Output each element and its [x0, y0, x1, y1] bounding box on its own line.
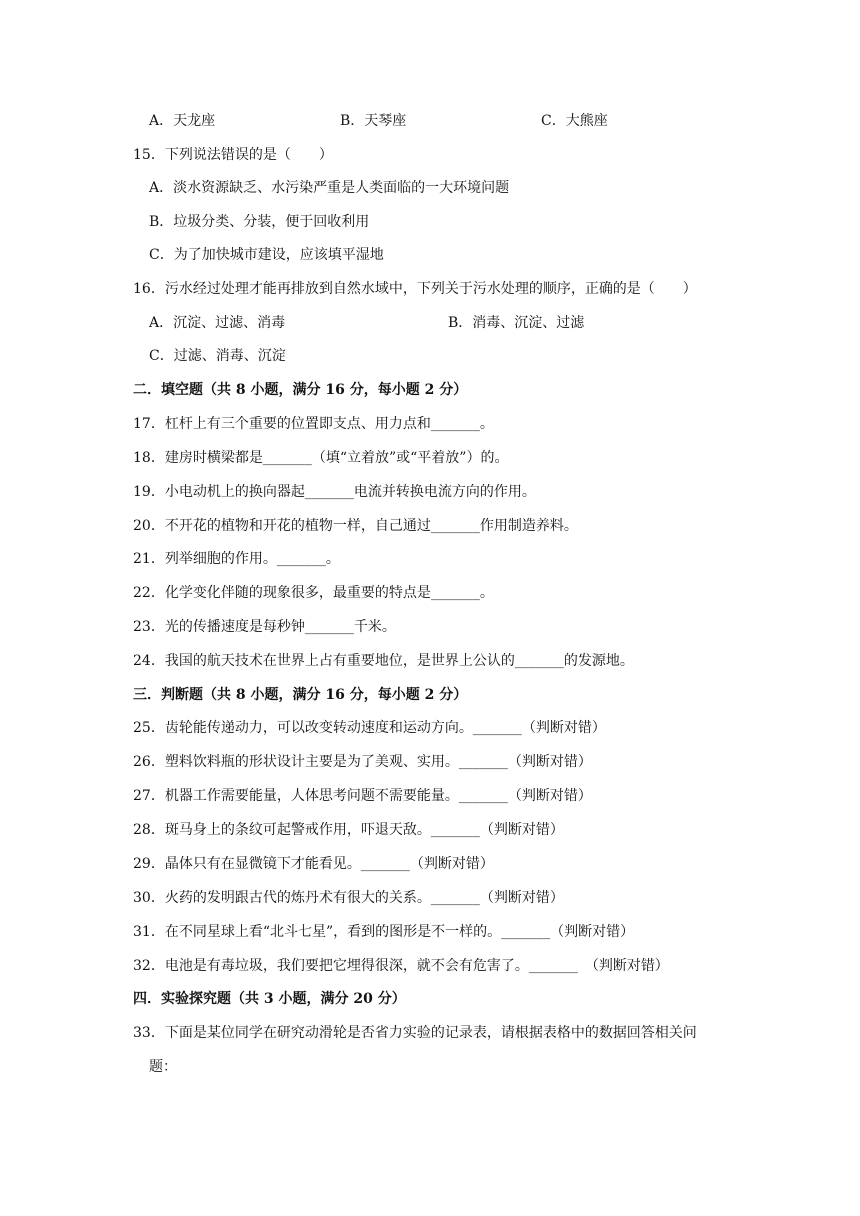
- q14-option-c: C．大熊座: [541, 113, 608, 129]
- question-17: 17．杠杆上有三个重要的位置即支点、用力点和_______。: [133, 416, 494, 432]
- question-25: 25．齿轮能传递动力，可以改变转动速度和运动方向。_______（判断对错）: [133, 720, 606, 736]
- q16-option-b: B．消毒、沉淀、过滤: [448, 315, 585, 331]
- section2-heading: 二．填空题（共 8 小题，满分 16 分，每小题 2 分）: [133, 382, 468, 398]
- question-18: 18．建房时横梁都是_______（填“立着放”或“平着放”）的。: [133, 450, 509, 466]
- question-20: 20．不开花的植物和开花的植物一样，自己通过_______作用制造养料。: [133, 518, 578, 534]
- question-22: 22．化学变化伴随的现象很多，最重要的特点是_______。: [133, 585, 494, 601]
- question-33-line2: 题：: [149, 1059, 177, 1075]
- question-21: 21．列举细胞的作用。_______。: [133, 551, 340, 567]
- question-32: 32．电池是有毒垃圾，我们要把它埋得很深，就不会有危害了。_______ （判断对错）: [133, 958, 669, 974]
- question-29: 29．晶体只有在显微镜下才能看见。_______（判断对错）: [133, 856, 494, 872]
- q15-stem: 15．下列说法错误的是（ ）: [133, 147, 333, 163]
- q14-option-a: A．天龙座: [149, 113, 216, 129]
- q14-option-b: B．天琴座: [340, 113, 407, 129]
- q16-option-a: A．沉淀、过滤、消毒: [149, 315, 286, 331]
- question-30: 30．火药的发明跟古代的炼丹术有很大的关系。_______（判断对错）: [133, 890, 564, 906]
- section4-heading: 四．实验探究题（共 3 小题，满分 20 分）: [133, 991, 406, 1007]
- question-24: 24．我国的航天技术在世界上占有重要地位，是世界上公认的_______的发源地。: [133, 653, 634, 669]
- q16-option-c: C．过滤、消毒、沉淀: [149, 348, 286, 364]
- question-33-line1: 33．下面是某位同学在研究动滑轮是否省力实验的记录表，请根据表格中的数据回答相关问: [133, 1025, 697, 1041]
- q15-option-c: C．为了加快城市建设，应该填平湿地: [149, 247, 384, 263]
- question-31: 31．在不同星球上看“北斗七星”，看到的图形是不一样的。_______（判断对错）: [133, 924, 635, 940]
- q16-stem: 16．污水经过处理才能再排放到自然水域中，下列关于污水处理的顺序，正确的是（ ）: [133, 281, 697, 297]
- q15-option-a: A．淡水资源缺乏、水污染严重是人类面临的一大环境问题: [149, 180, 510, 196]
- question-27: 27．机器工作需要能量，人体思考问题不需要能量。_______（判断对错）: [133, 788, 592, 804]
- question-19: 19．小电动机上的换向器起_______电流并转换电流方向的作用。: [133, 484, 536, 500]
- question-26: 26．塑料饮料瓶的形状设计主要是为了美观、实用。_______（判断对错）: [133, 754, 592, 770]
- q14-options: [0, 109, 860, 133]
- section3-heading: 三．判断题（共 8 小题，满分 16 分，每小题 2 分）: [133, 687, 468, 703]
- question-23: 23．光的传播速度是每秒钟_______千米。: [133, 619, 396, 635]
- question-28: 28．斑马身上的条纹可起警戒作用，吓退天敌。_______（判断对错）: [133, 822, 564, 838]
- q15-option-b: B．垃圾分类、分装，便于回收利用: [149, 214, 370, 230]
